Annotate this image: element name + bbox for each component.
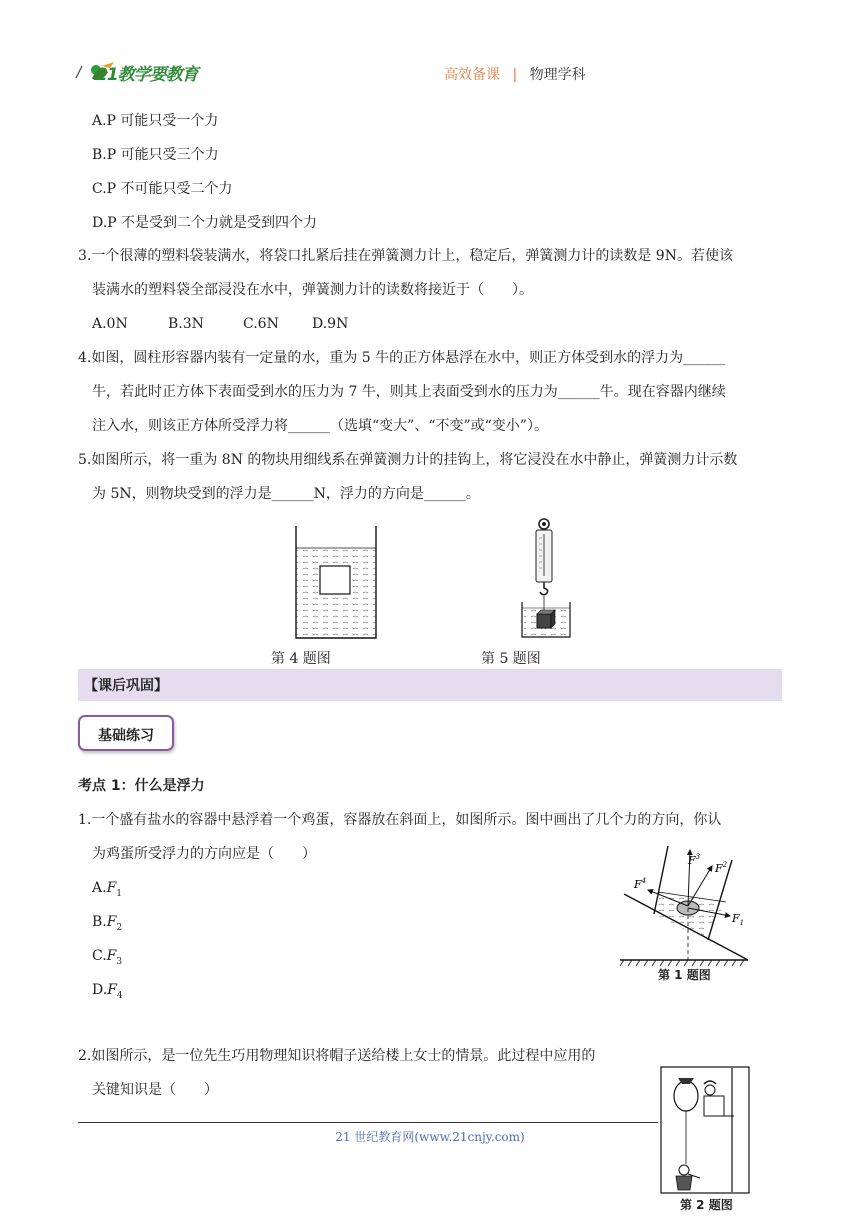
footer-text: 21 世纪教育网(www.21cnjy.com) — [335, 1130, 525, 1144]
q4-line1: 4.如图，圆柱形容器内装有一定量的水，重为 5 牛的正方体悬浮在水中，则正方体受到水的浮力为______ — [78, 350, 726, 366]
prev-option-c: C.P 不可能只受二个力 — [92, 181, 233, 197]
figure-b1-caption: 第 1 题图 — [658, 968, 711, 982]
q3-option-a: A.0N — [92, 316, 128, 332]
q3-line2: 装满水的塑料袋全部浸没在水中，弹簧测力计的读数将接近于（ ）。 — [92, 282, 533, 298]
figure-4-container — [292, 524, 380, 642]
b1-option-a-prefix: A. — [92, 880, 107, 896]
q3-option-d: D.9N — [312, 316, 349, 332]
b1-option-d-sub: 4 — [116, 990, 123, 1001]
fig-label-f4: $F^4$ — [634, 877, 647, 891]
figure-5-caption: 第 5 题图 — [481, 651, 541, 667]
b1-option-a-sub: 1 — [116, 888, 123, 899]
figure-b1-slope-container — [618, 836, 752, 966]
b1-option-c-symbol: F — [106, 948, 117, 964]
b1-option-a — [92, 878, 122, 904]
b1-option-a-symbol: F — [106, 880, 117, 896]
q5-line2: 为 5N，则物块受到的浮力是______N，浮力的方向是______。 — [92, 486, 480, 502]
section-title: 【课后巩固】 — [84, 678, 168, 694]
q4-line3: 注入水，则该正方体所受浮力将______（选填“变大”、“不变”或“变小”）。 — [92, 418, 548, 434]
b1-option-c-prefix: C. — [92, 948, 107, 964]
fig-label-f2: $F^2$ — [715, 861, 728, 875]
prev-option-b: B.P 可能只受三个力 — [92, 147, 219, 163]
b1-option-d-prefix: D. — [92, 982, 108, 998]
q4-line2: 牛，若此时正方体下表面受到水的压力为 7 牛，则其上表面受到水的压力为______牛。现在容器内继续 — [92, 384, 726, 400]
prev-option-a: A.P 可能只受一个力 — [92, 113, 219, 129]
footer-divider — [78, 1122, 658, 1123]
header-right — [444, 64, 586, 84]
figure-5-spring-scale — [520, 518, 572, 642]
logo-text: 21教学要教育 — [96, 65, 198, 85]
b2-line1: 2.如图所示，是一位先生巧用物理知识将帽子送给楼上女士的情景。此过程中应用的 — [78, 1048, 596, 1064]
q3-option-c: C.6N — [243, 316, 279, 332]
prev-option-d: D.P 不是受到二个力就是受到四个力 — [92, 215, 318, 231]
b1-option-c-sub: 3 — [116, 956, 123, 967]
b1-option-b-sub: 2 — [116, 922, 123, 933]
b1-option-c — [92, 946, 122, 972]
practice-label-box — [78, 715, 174, 751]
b1-line1: 1.一个盛有盐水的容器中悬浮着一个鸡蛋，容器放在斜面上，如图所示。图中画出了几个力的方向，你认 — [78, 812, 722, 828]
fig-label-f3: $F^3$ — [688, 853, 701, 867]
b1-option-b-prefix: B. — [92, 914, 107, 930]
b1-option-b-symbol: F — [106, 914, 117, 930]
q3-line1: 3.一个很薄的塑料袋装满水，将袋口扎紧后挂在弹簧测力计上，稳定后，弹簧测力计的读数是 9N。若使该 — [78, 248, 733, 264]
q5-line1: 5.如图所示，将一重为 8N 的物块用细线系在弹簧测力计的挂钩上，将它浸没在水中静止，弹簧测力计示数 — [78, 452, 738, 468]
b1-line2: 为鸡蛋所受浮力的方向应是（ ） — [92, 846, 316, 862]
figure-4-caption: 第 4 题图 — [271, 651, 331, 667]
header-prefix: 高效备课 — [444, 67, 500, 83]
b1-option-b — [92, 912, 122, 938]
figure-b2-caption: 第 2 题图 — [680, 1198, 733, 1212]
header-logo — [74, 58, 214, 86]
b2-line2: 关键知识是（ ） — [92, 1082, 218, 1098]
q3-option-b: B.3N — [168, 316, 204, 332]
practice-label: 基础练习 — [98, 728, 154, 744]
header-separator: | — [512, 67, 518, 83]
fig-label-f1: $F_1$ — [732, 912, 745, 927]
topic-1-heading: 考点 1：什么是浮力 — [78, 778, 205, 794]
b1-option-d-symbol: F — [107, 982, 117, 998]
section-header-bar — [78, 669, 782, 701]
b1-option-d — [92, 980, 123, 1006]
header-subject: 物理学科 — [529, 67, 586, 83]
